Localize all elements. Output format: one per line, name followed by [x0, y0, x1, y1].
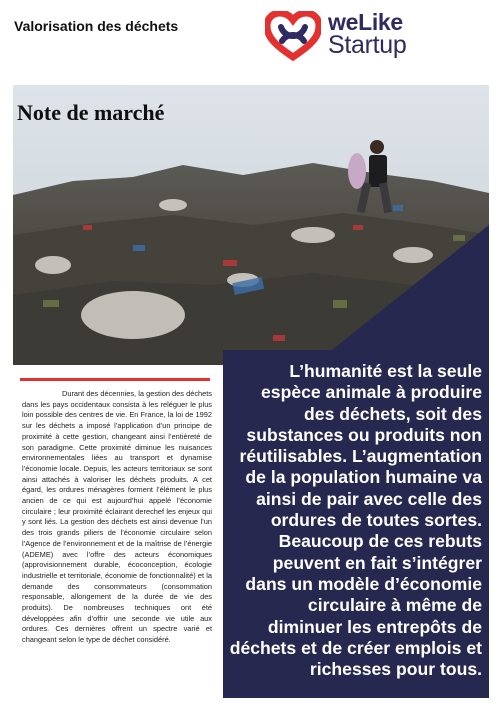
accent-divider	[20, 378, 210, 381]
logo-text-line1: weLike	[328, 9, 403, 35]
pull-quote: L’humanité est la seule espèce animale à produire des déchets, soit des substances ou produits non réutilisables. L’augmentation de la population humaine va ainsi de pair avec celle des ordures de toutes sortes. Beaucoup de ces rebuts peuvent en fait s’intégrer dans un modèle d’économie circulaire à même de diminuer les entrepôts de déchets et de créer emplois et richesses pour tous.	[229, 361, 482, 680]
section-title: Valorisation des déchets	[14, 18, 179, 34]
page-title: Note de marché	[17, 100, 165, 125]
welikestartup-logo	[265, 9, 435, 63]
heart-knot-logo-icon	[265, 11, 321, 61]
article-body: Durant des décennies, la gestion des déchets dans les pays occidentaux consista à les reléguer le plus loin possible des centres de vie. En France, la loi de 1992 sur les déchets a imposé l’application d’un principe de proximité à cette gestion, changeant ainsi l’entièreté de son paradigme. Cette proximité diminue les nuisances environnementales liées au transport et dynamise l’économie locale. Depuis, les acteurs territoriaux se sont ainsi attachés à valoriser les déchets produits. A cet égard, les ordures ménagères forment l’élément le plus ancien de ce qui est aujourd’hui appelé l’économie circulaire ; leur proximité éclairant derechef les enjeux qui y sont liés. La gestion des déchets est ainsi devenue l’un des trois grands piliers de l’économie circulaire selon l’Agence de l’environnement et de la maîtrise de l’énergie (ADEME) avec l’offre des acteurs économiques (approvisionnement durable, écoconception, écologie industrielle et territoriale, économie de fonctionnalité) et la demande des consommateurs (consommation responsable, allongement de la durée de vie des produits). De nombreuses techniques ont été développées afin d’offrir une seconde vie utile aux ordures. Ces dernières offrent un spectre varié et changeant selon le type de déchet considéré.	[22, 389, 212, 645]
hero-photo	[13, 85, 489, 365]
logo-text-line2: Startup	[328, 31, 407, 59]
